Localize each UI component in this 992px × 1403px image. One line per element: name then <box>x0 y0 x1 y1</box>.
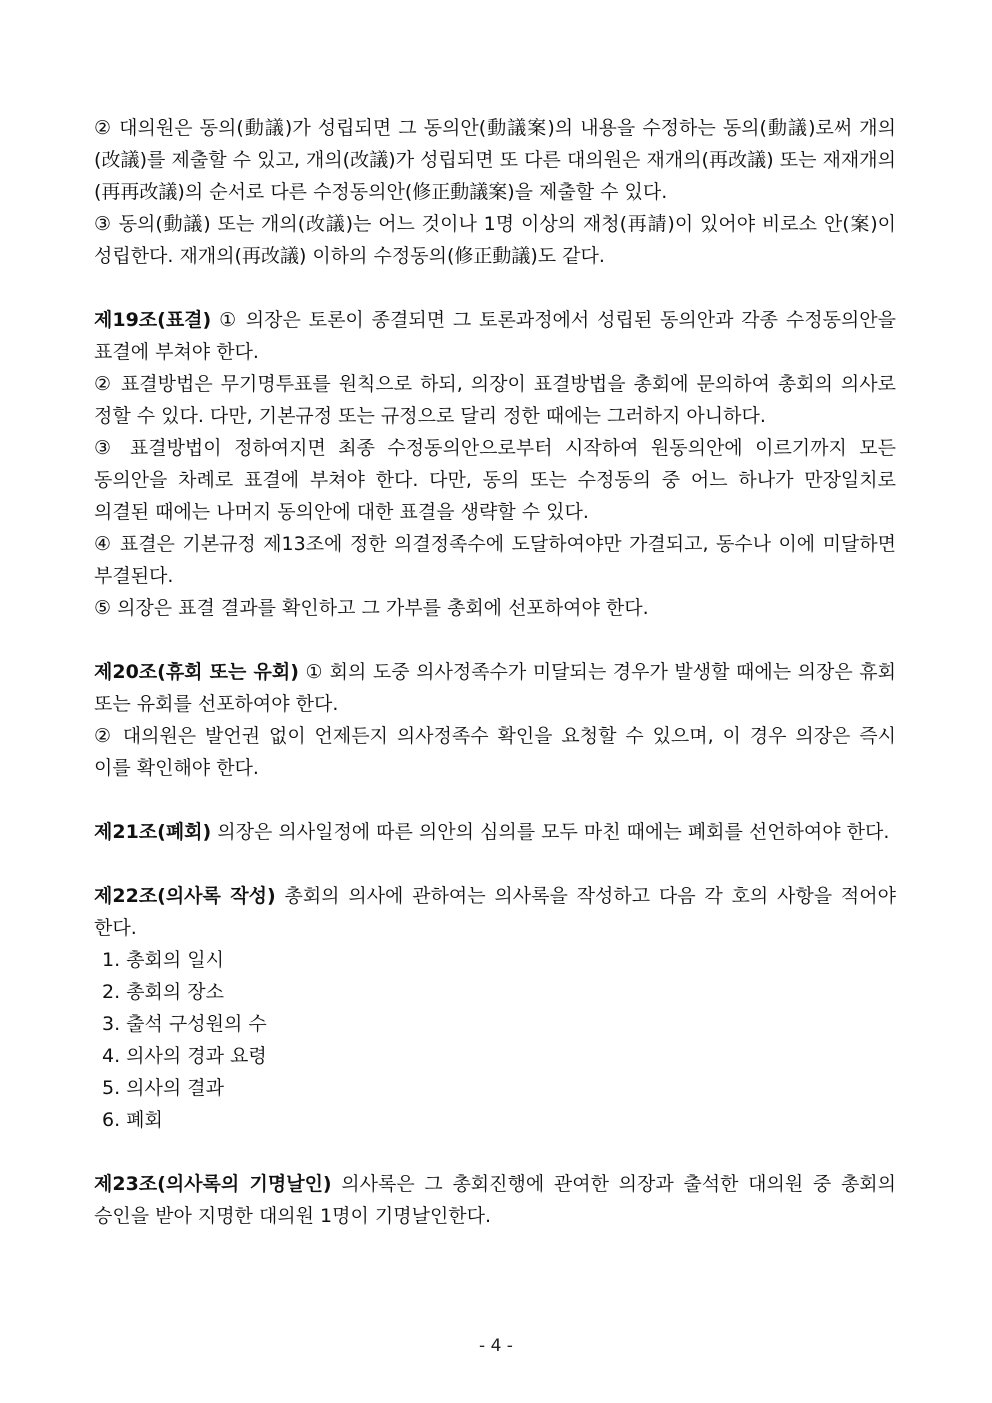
article-20 <box>94 656 896 784</box>
paragraph-2: ② 대의원은 동의(動議)가 성립되면 그 동의안(動議案)의 내용을 수정하는 동의(動議)로써 개의(改議)를 제출할 수 있고, 개의(改議)가 성립되면 또 다른 대의원은 재개의(再改議) 또는 재재개의(再再改議)의 순서로 다른 수정동의안(修正動議案)을 제출할 수 있다. <box>94 117 896 203</box>
article-continuation <box>94 112 896 272</box>
list-item: 6. 폐회 <box>102 1109 163 1131</box>
article-22-text: 총회의 의사에 관하여는 의사록을 작성하고 다음 각 호의 사항을 적어야 한다. <box>94 885 896 939</box>
article-19-heading: 제19조(표결) <box>94 309 212 331</box>
list-item: 2. 총회의 장소 <box>102 981 224 1003</box>
article-22 <box>94 880 896 1136</box>
paragraph-3: ③ 동의(動議) 또는 개의(改議)는 어느 것이나 1명 이상의 재청(再請)이 있어야 비로소 안(案)이 성립한다. 재개의(再改議) 이하의 수정동의(修正動議)도 같다. <box>94 213 896 267</box>
article-23 <box>94 1168 896 1232</box>
article-23-heading: 제23조(의사록의 기명날인) <box>94 1173 332 1195</box>
article-20-paragraph-1 <box>94 656 896 720</box>
list-item: 3. 출석 구성원의 수 <box>102 1013 267 1035</box>
list-item: 1. 총회의 일시 <box>102 949 224 971</box>
article-19-paragraph-5: ⑤ 의장은 표결 결과를 확인하고 그 가부를 총회에 선포하여야 한다. <box>94 597 649 619</box>
article-19 <box>94 304 896 624</box>
article-21-paragraph-1 <box>94 816 896 848</box>
article-21 <box>94 816 896 848</box>
article-19-paragraph-1 <box>94 304 896 368</box>
page-number: - 4 - <box>479 1336 513 1356</box>
article-19-text: ① 의장은 토론이 종결되면 그 토론과정에서 성립된 동의안과 각종 수정동의안을 표결에 부쳐야 한다. <box>94 309 896 363</box>
article-21-text: 의장은 의사일정에 따른 의안의 심의를 모두 마친 때에는 폐회를 선언하여야 한다. <box>211 821 890 843</box>
article-19-paragraph-2: ② 표결방법은 무기명투표를 원칙으로 하되, 의장이 표결방법을 총회에 문의하여 총회의 의사로 정할 수 있다. 다만, 기본규정 또는 규정으로 달리 정한 때에는 그러하지 아니하다. <box>94 373 896 427</box>
article-20-paragraph-2: ② 대의원은 발언권 없이 언제든지 의사정족수 확인을 요청할 수 있으며, 이 경우 의장은 즉시 이를 확인해야 한다. <box>94 725 896 779</box>
article-22-paragraph-1 <box>94 880 896 944</box>
article-19-paragraph-4: ④ 표결은 기본규정 제13조에 정한 의결정족수에 도달하여야만 가결되고, 동수나 이에 미달하면 부결된다. <box>94 533 896 587</box>
article-23-text: 의사록은 그 총회진행에 관여한 의장과 출석한 대의원 중 총회의 승인을 받아 지명한 대의원 1명이 기명날인한다. <box>94 1173 897 1227</box>
article-20-text: ① 회의 도중 의사정족수가 미달되는 경우가 발생할 때에는 의장은 휴회 또는 유회를 선포하여야 한다. <box>94 661 897 715</box>
article-20-heading: 제20조(휴회 또는 유회) <box>94 661 299 683</box>
article-21-heading: 제21조(폐회) <box>94 821 212 843</box>
article-22-heading: 제22조(의사록 작성) <box>94 885 276 907</box>
article-23-paragraph-1 <box>94 1168 896 1232</box>
list-item: 5. 의사의 결과 <box>102 1077 224 1099</box>
list-item: 4. 의사의 경과 요령 <box>102 1045 267 1067</box>
article-19-paragraph-3: ③ 표결방법이 정하여지면 최종 수정동의안으로부터 시작하여 원동의안에 이르기까지 모든 동의안을 차례로 표결에 부쳐야 한다. 다만, 동의 또는 수정동의 중 어느 하나가 만장일치로 의결된 때에는 나머지 동의안에 대한 표결을 생략할 수 있다. <box>94 437 896 523</box>
article-22-list <box>94 944 896 1136</box>
document-body <box>94 112 896 1232</box>
